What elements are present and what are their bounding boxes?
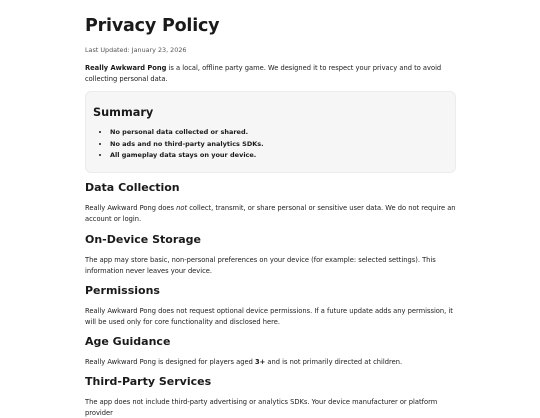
intro-paragraph <box>85 63 456 84</box>
last-updated-date: Last Updated: January 23, 2026 <box>85 46 187 54</box>
section-paragraph: The app may store basic, non-personal preferences on your device (for example: selected settings). This information never leaves your device. <box>85 256 436 275</box>
section-paragraph: The app does not include third-party advertising or analytics SDKs. Your device manufacturer or platform provider <box>85 398 438 417</box>
intro-text: is a local, offline party game. We designed it to respect your privacy and to avoid collecting personal data. <box>85 64 442 83</box>
paragraph-text: collect, transmit, or share personal or sensitive user data. We do not require an account or login. <box>85 204 456 223</box>
section-heading: Third-Party Services <box>85 375 212 388</box>
summary-heading: Summary <box>93 106 154 119</box>
section-heading: Age Guidance <box>85 335 171 348</box>
age-rating: 3+ <box>255 358 266 366</box>
section-paragraph: Really Awkward Pong does not request optional device permissions. If a future update adds any permission, it will be used only for core functionality and disclosed here. <box>85 307 453 326</box>
section-paragraph <box>85 357 456 368</box>
page-title: Privacy Policy <box>85 16 220 36</box>
paragraph-text: Really Awkward Pong is designed for players aged <box>85 358 255 366</box>
summary-item: • No ads and no third-party analytics SDKs. <box>110 139 264 151</box>
paragraph-text: and is not primarily directed at children. <box>265 358 403 366</box>
app-name: Really Awkward Pong <box>85 64 167 72</box>
section-paragraph <box>85 203 456 224</box>
section-heading: On-Device Storage <box>85 233 202 246</box>
summary-box <box>85 91 456 173</box>
section-heading: Permissions <box>85 284 160 297</box>
summary-list <box>98 127 264 162</box>
summary-item: • No personal data collected or shared. <box>110 127 264 139</box>
emphasis-text: not <box>176 204 188 212</box>
summary-item: • All gameplay data stays on your device. <box>110 150 264 162</box>
section-heading: Data Collection <box>85 181 180 194</box>
paragraph-text: Really Awkward Pong does <box>85 204 177 212</box>
